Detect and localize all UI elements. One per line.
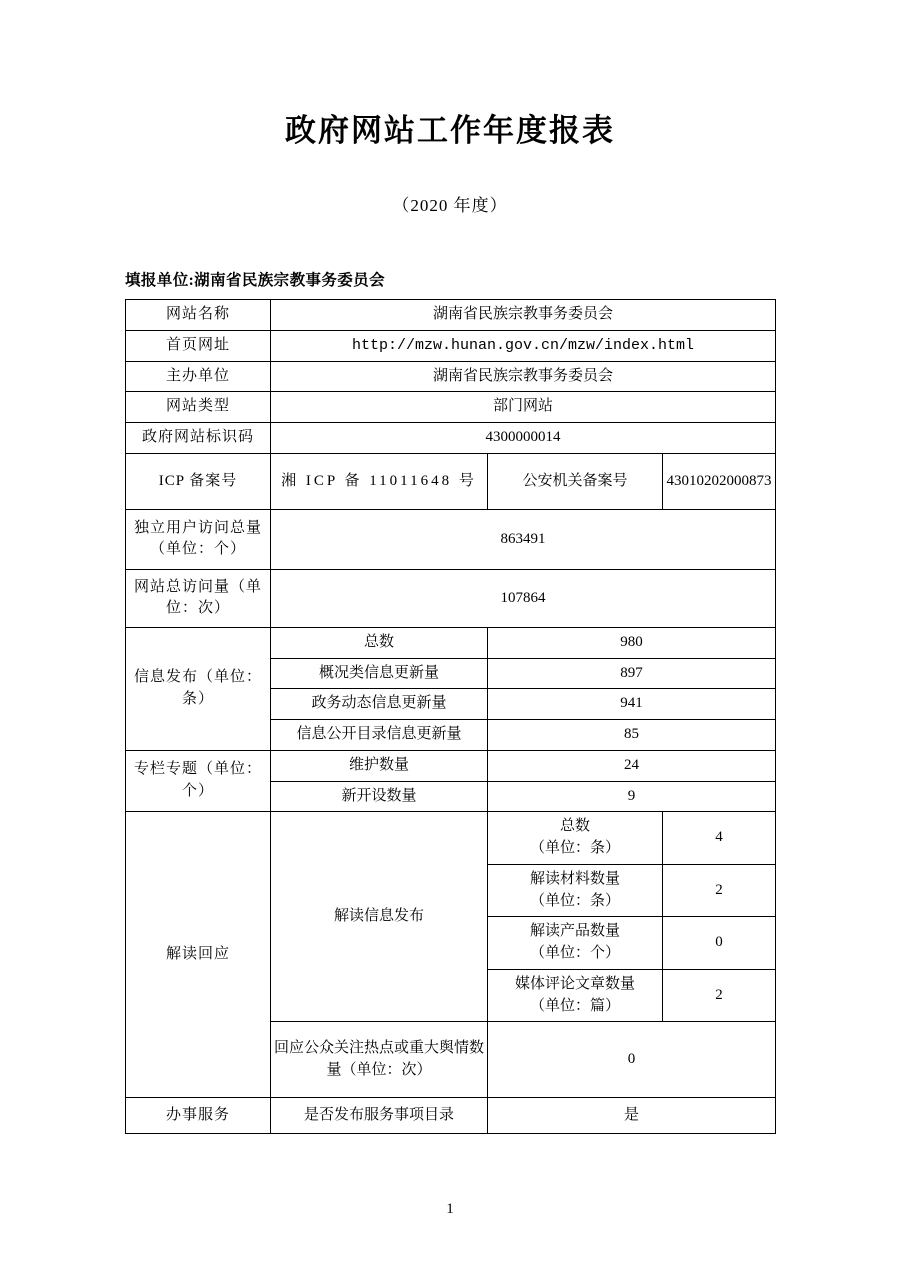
interpretation-item-name-line1: 总数 [559, 818, 590, 835]
table-row [126, 812, 776, 865]
service-label: 办事服务 [126, 1098, 271, 1134]
info-publish-item-name: 总数 [271, 627, 488, 658]
interpretation-item-name-line2: （单位：篇） [529, 997, 620, 1014]
interpretation-item-value: 0 [663, 917, 776, 970]
table-row [126, 509, 776, 569]
interpretation-item-name [488, 864, 663, 917]
reporting-unit-label: 填报单位: [125, 272, 195, 290]
column-item-name: 维护数量 [271, 750, 488, 781]
page-subtitle: （2020 年度） [392, 196, 508, 216]
reporting-unit [125, 268, 775, 290]
reporting-unit-value: 湖南省民族宗教事务委员会 [194, 272, 385, 290]
page-number: 1 [446, 1201, 454, 1217]
page-title: 政府网站工作年度报表 [285, 113, 615, 148]
unique-visitors-label: 独立用户访问总量（单位：个） [126, 509, 271, 569]
column-item-name: 新开设数量 [271, 781, 488, 812]
icp-value: 湘 ICP 备 11011648 号 [271, 453, 488, 509]
column-item-value: 24 [488, 750, 776, 781]
info-publish-item-value: 897 [488, 658, 776, 689]
column-label: 专栏专题（单位：个） [126, 750, 271, 812]
annual-report-table [125, 299, 776, 1134]
homepage-value: http://mzw.hunan.gov.cn/mzw/index.html [271, 330, 776, 361]
site-type-label: 网站类型 [126, 392, 271, 423]
total-visits-value: 107864 [271, 569, 776, 627]
interpretation-label: 解读回应 [126, 812, 271, 1098]
column-item-value: 9 [488, 781, 776, 812]
interpretation-item-value: 4 [663, 812, 776, 865]
info-publish-item-value: 941 [488, 689, 776, 720]
info-publish-item-value: 85 [488, 720, 776, 751]
police-label: 公安机关备案号 [488, 453, 663, 509]
interpretation-item-name-line1: 媒体评论文章数量 [514, 975, 635, 992]
table-row [126, 330, 776, 361]
site-name-value: 湖南省民族宗教事务委员会 [271, 300, 776, 331]
service-item-value: 是 [488, 1098, 776, 1134]
interpretation-item-value: 2 [663, 969, 776, 1022]
interpretation-item-name-line1: 解读材料数量 [529, 870, 620, 887]
interpretation-item-name-line1: 解读产品数量 [529, 923, 620, 940]
interpretation-item-value: 2 [663, 864, 776, 917]
info-publish-item-name: 政务动态信息更新量 [271, 689, 488, 720]
site-name-label: 网站名称 [126, 300, 271, 331]
interpretation-item-name-line2: （单位：条） [529, 840, 620, 857]
table-row [126, 392, 776, 423]
table-row [126, 361, 776, 392]
police-value: 43010202000873 [663, 453, 776, 509]
info-publish-label: 信息发布（单位：条） [126, 627, 271, 750]
sponsor-label: 主办单位 [126, 361, 271, 392]
homepage-label: 首页网址 [126, 330, 271, 361]
interpretation-item-name-line2: （单位：条） [529, 892, 620, 909]
site-code-value: 4300000014 [271, 423, 776, 454]
table-row [126, 750, 776, 781]
table-row [126, 453, 776, 509]
interpretation-item-name-line2: （单位：个） [529, 945, 620, 962]
table-row [126, 300, 776, 331]
interpretation-item-name [488, 917, 663, 970]
interpretation-item-name [488, 812, 663, 865]
info-publish-item-name: 信息公开目录信息更新量 [271, 720, 488, 751]
site-code-label: 政府网站标识码 [126, 423, 271, 454]
info-publish-item-name: 概况类信息更新量 [271, 658, 488, 689]
service-item-name: 是否发布服务事项目录 [271, 1098, 488, 1134]
response-hotspot-value: 0 [488, 1022, 776, 1098]
total-visits-label: 网站总访问量（单位：次） [126, 569, 271, 627]
info-publish-item-value: 980 [488, 627, 776, 658]
sponsor-value: 湖南省民族宗教事务委员会 [271, 361, 776, 392]
interpretation-publish-label: 解读信息发布 [271, 812, 488, 1022]
table-row [126, 569, 776, 627]
icp-label: ICP 备案号 [126, 453, 271, 509]
table-row [126, 627, 776, 658]
table-row [126, 423, 776, 454]
site-type-value: 部门网站 [271, 392, 776, 423]
interpretation-item-name [488, 969, 663, 1022]
unique-visitors-value: 863491 [271, 509, 776, 569]
response-hotspot-label: 回应公众关注热点或重大舆情数量（单位：次） [271, 1022, 488, 1098]
table-row [126, 1098, 776, 1134]
